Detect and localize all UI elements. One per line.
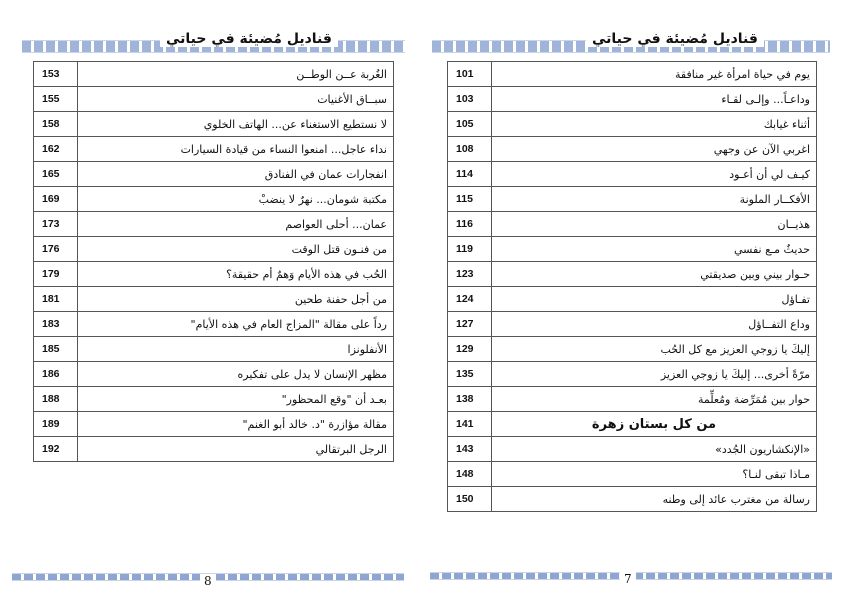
- toc-row: [34, 112, 394, 137]
- toc-entry-title: تفـاؤل: [492, 287, 817, 312]
- toc-page-number: 158: [34, 112, 78, 137]
- toc-entry-title: وداع التفــاؤل: [492, 312, 817, 337]
- left-toc-table: [33, 61, 394, 462]
- toc-entry-title: نداء عاجل... امنعوا النساء من قيادة السيارات: [78, 137, 394, 162]
- toc-entry-title: الغُربة عــن الوطــن: [78, 62, 394, 87]
- toc-page-number: 155: [34, 87, 78, 112]
- toc-entry-title: انفجارات عمان في الفنادق: [78, 162, 394, 187]
- toc-row: [34, 412, 394, 437]
- toc-row: [448, 287, 817, 312]
- toc-entry-title: لا نستطيع الاستغناء عن... الهاتف الخلوي: [78, 112, 394, 137]
- toc-entry-title: رسالة من مغترب عائد إلى وطنه: [492, 487, 817, 512]
- right-header-title: قناديل مُضيئة في حياتي: [586, 31, 764, 47]
- toc-row: [34, 187, 394, 212]
- toc-entry-title: من فنـون قتل الوقت: [78, 237, 394, 262]
- toc-page-number: 123: [448, 262, 492, 287]
- toc-entry-title: سبــاق الأغنيات: [78, 87, 394, 112]
- toc-page-number: 138: [448, 387, 492, 412]
- toc-row: [448, 387, 817, 412]
- toc-entry-title: كيـف لي أن أعـود: [492, 162, 817, 187]
- toc-entry-title: من أجل حفنة طحين: [78, 287, 394, 312]
- toc-page-number: 129: [448, 337, 492, 362]
- toc-page-number: 185: [34, 337, 78, 362]
- left-page-number: 8: [200, 574, 216, 588]
- right-toc-table: [447, 61, 817, 512]
- toc-entry-title: الحُب في هذه الأيام وَهمٌ أم حقيقة؟: [78, 262, 394, 287]
- toc-row: [448, 237, 817, 262]
- toc-entry-title: وداعـاً... وإلـى لقـاء: [492, 87, 817, 112]
- toc-row: [34, 212, 394, 237]
- toc-entry-title: الأنفلونزا: [78, 337, 394, 362]
- toc-row: [448, 187, 817, 212]
- toc-row: [448, 112, 817, 137]
- toc-row: [448, 412, 817, 437]
- toc-page-number: 124: [448, 287, 492, 312]
- toc-row: [448, 262, 817, 287]
- toc-page-number: 162: [34, 137, 78, 162]
- toc-entry-title: إليكَ يا زوجي العزيز مع كل الحُب: [492, 337, 817, 362]
- toc-page-number: 181: [34, 287, 78, 312]
- toc-page-number: 176: [34, 237, 78, 262]
- toc-entry-title: الرجل البرتقالي: [78, 437, 394, 462]
- toc-page-number: 165: [34, 162, 78, 187]
- toc-page-number: 115: [448, 187, 492, 212]
- toc-entry-title: بعـد أن "وقع المحظور": [78, 387, 394, 412]
- toc-page-number: 183: [34, 312, 78, 337]
- toc-page-number: 119: [448, 237, 492, 262]
- toc-row: [34, 362, 394, 387]
- right-page: [428, 0, 857, 605]
- right-page-number: 7: [620, 572, 636, 586]
- toc-row: [448, 337, 817, 362]
- left-page: [0, 0, 428, 605]
- toc-row: [34, 287, 394, 312]
- toc-row: [34, 437, 394, 462]
- toc-entry-title: اغربي الآن عن وجهي: [492, 137, 817, 162]
- toc-page-number: 101: [448, 62, 492, 87]
- toc-entry-title: مظهر الإنسان لا يدل على تفكيره: [78, 362, 394, 387]
- toc-row: [448, 62, 817, 87]
- toc-page-number: 153: [34, 62, 78, 87]
- toc-row: [448, 212, 817, 237]
- toc-page-number: 141: [448, 412, 492, 437]
- toc-row: [448, 312, 817, 337]
- toc-row: [34, 262, 394, 287]
- toc-page-number: 173: [34, 212, 78, 237]
- toc-page-number: 192: [34, 437, 78, 462]
- toc-page-number: 188: [34, 387, 78, 412]
- toc-row: [448, 137, 817, 162]
- toc-entry-title: حـوار بيني وبين صديقتي: [492, 262, 817, 287]
- toc-page-number: 114: [448, 162, 492, 187]
- toc-entry-title: مقالة مؤازرة "د. خالد أبو الغنم": [78, 412, 394, 437]
- toc-entry-title: حوار بين مُمَرِّضة ومُعلِّمة: [492, 387, 817, 412]
- toc-page-number: 150: [448, 487, 492, 512]
- toc-page-number: 179: [34, 262, 78, 287]
- toc-row: [34, 62, 394, 87]
- toc-row: [34, 237, 394, 262]
- toc-page-number: 127: [448, 312, 492, 337]
- toc-page-number: 186: [34, 362, 78, 387]
- toc-page-number: 143: [448, 437, 492, 462]
- toc-entry-title: مرّةً أخرى... إليكَ يا زوجي العزيز: [492, 362, 817, 387]
- toc-page-number: 169: [34, 187, 78, 212]
- toc-row: [34, 87, 394, 112]
- toc-row: [448, 87, 817, 112]
- toc-page-number: 108: [448, 137, 492, 162]
- toc-entry-title: «الإنكشاريون الجُدد»: [492, 437, 817, 462]
- toc-row: [34, 387, 394, 412]
- toc-entry-title: يوم في حياة امرأة غير منافقة: [492, 62, 817, 87]
- toc-page-number: 116: [448, 212, 492, 237]
- toc-entry-title: هذيــان: [492, 212, 817, 237]
- toc-entry-title: عمان... أحلى العواصم: [78, 212, 394, 237]
- toc-page-number: 135: [448, 362, 492, 387]
- toc-row: [448, 162, 817, 187]
- toc-page-number: 105: [448, 112, 492, 137]
- toc-section-heading: من كل بستان زهرة: [492, 412, 817, 437]
- toc-row: [34, 337, 394, 362]
- left-header-title: قناديل مُضيئة في حياتي: [160, 31, 338, 47]
- toc-row: [448, 437, 817, 462]
- toc-entry-title: رداً على مقالة "المزاج العام في هذه الأيام": [78, 312, 394, 337]
- toc-row: [34, 137, 394, 162]
- toc-page-number: 103: [448, 87, 492, 112]
- toc-row: [448, 462, 817, 487]
- toc-row: [448, 487, 817, 512]
- toc-page-number: 148: [448, 462, 492, 487]
- toc-page-number: 189: [34, 412, 78, 437]
- toc-entry-title: مـاذا تبقى لنـا؟: [492, 462, 817, 487]
- toc-entry-title: مكتبة شومان... نهرٌ لا ينضبْ: [78, 187, 394, 212]
- toc-entry-title: حديثٌ مـع نفسي: [492, 237, 817, 262]
- toc-row: [448, 362, 817, 387]
- toc-row: [34, 312, 394, 337]
- toc-entry-title: أثناء غيابك: [492, 112, 817, 137]
- toc-entry-title: الأفكــار الملونة: [492, 187, 817, 212]
- toc-row: [34, 162, 394, 187]
